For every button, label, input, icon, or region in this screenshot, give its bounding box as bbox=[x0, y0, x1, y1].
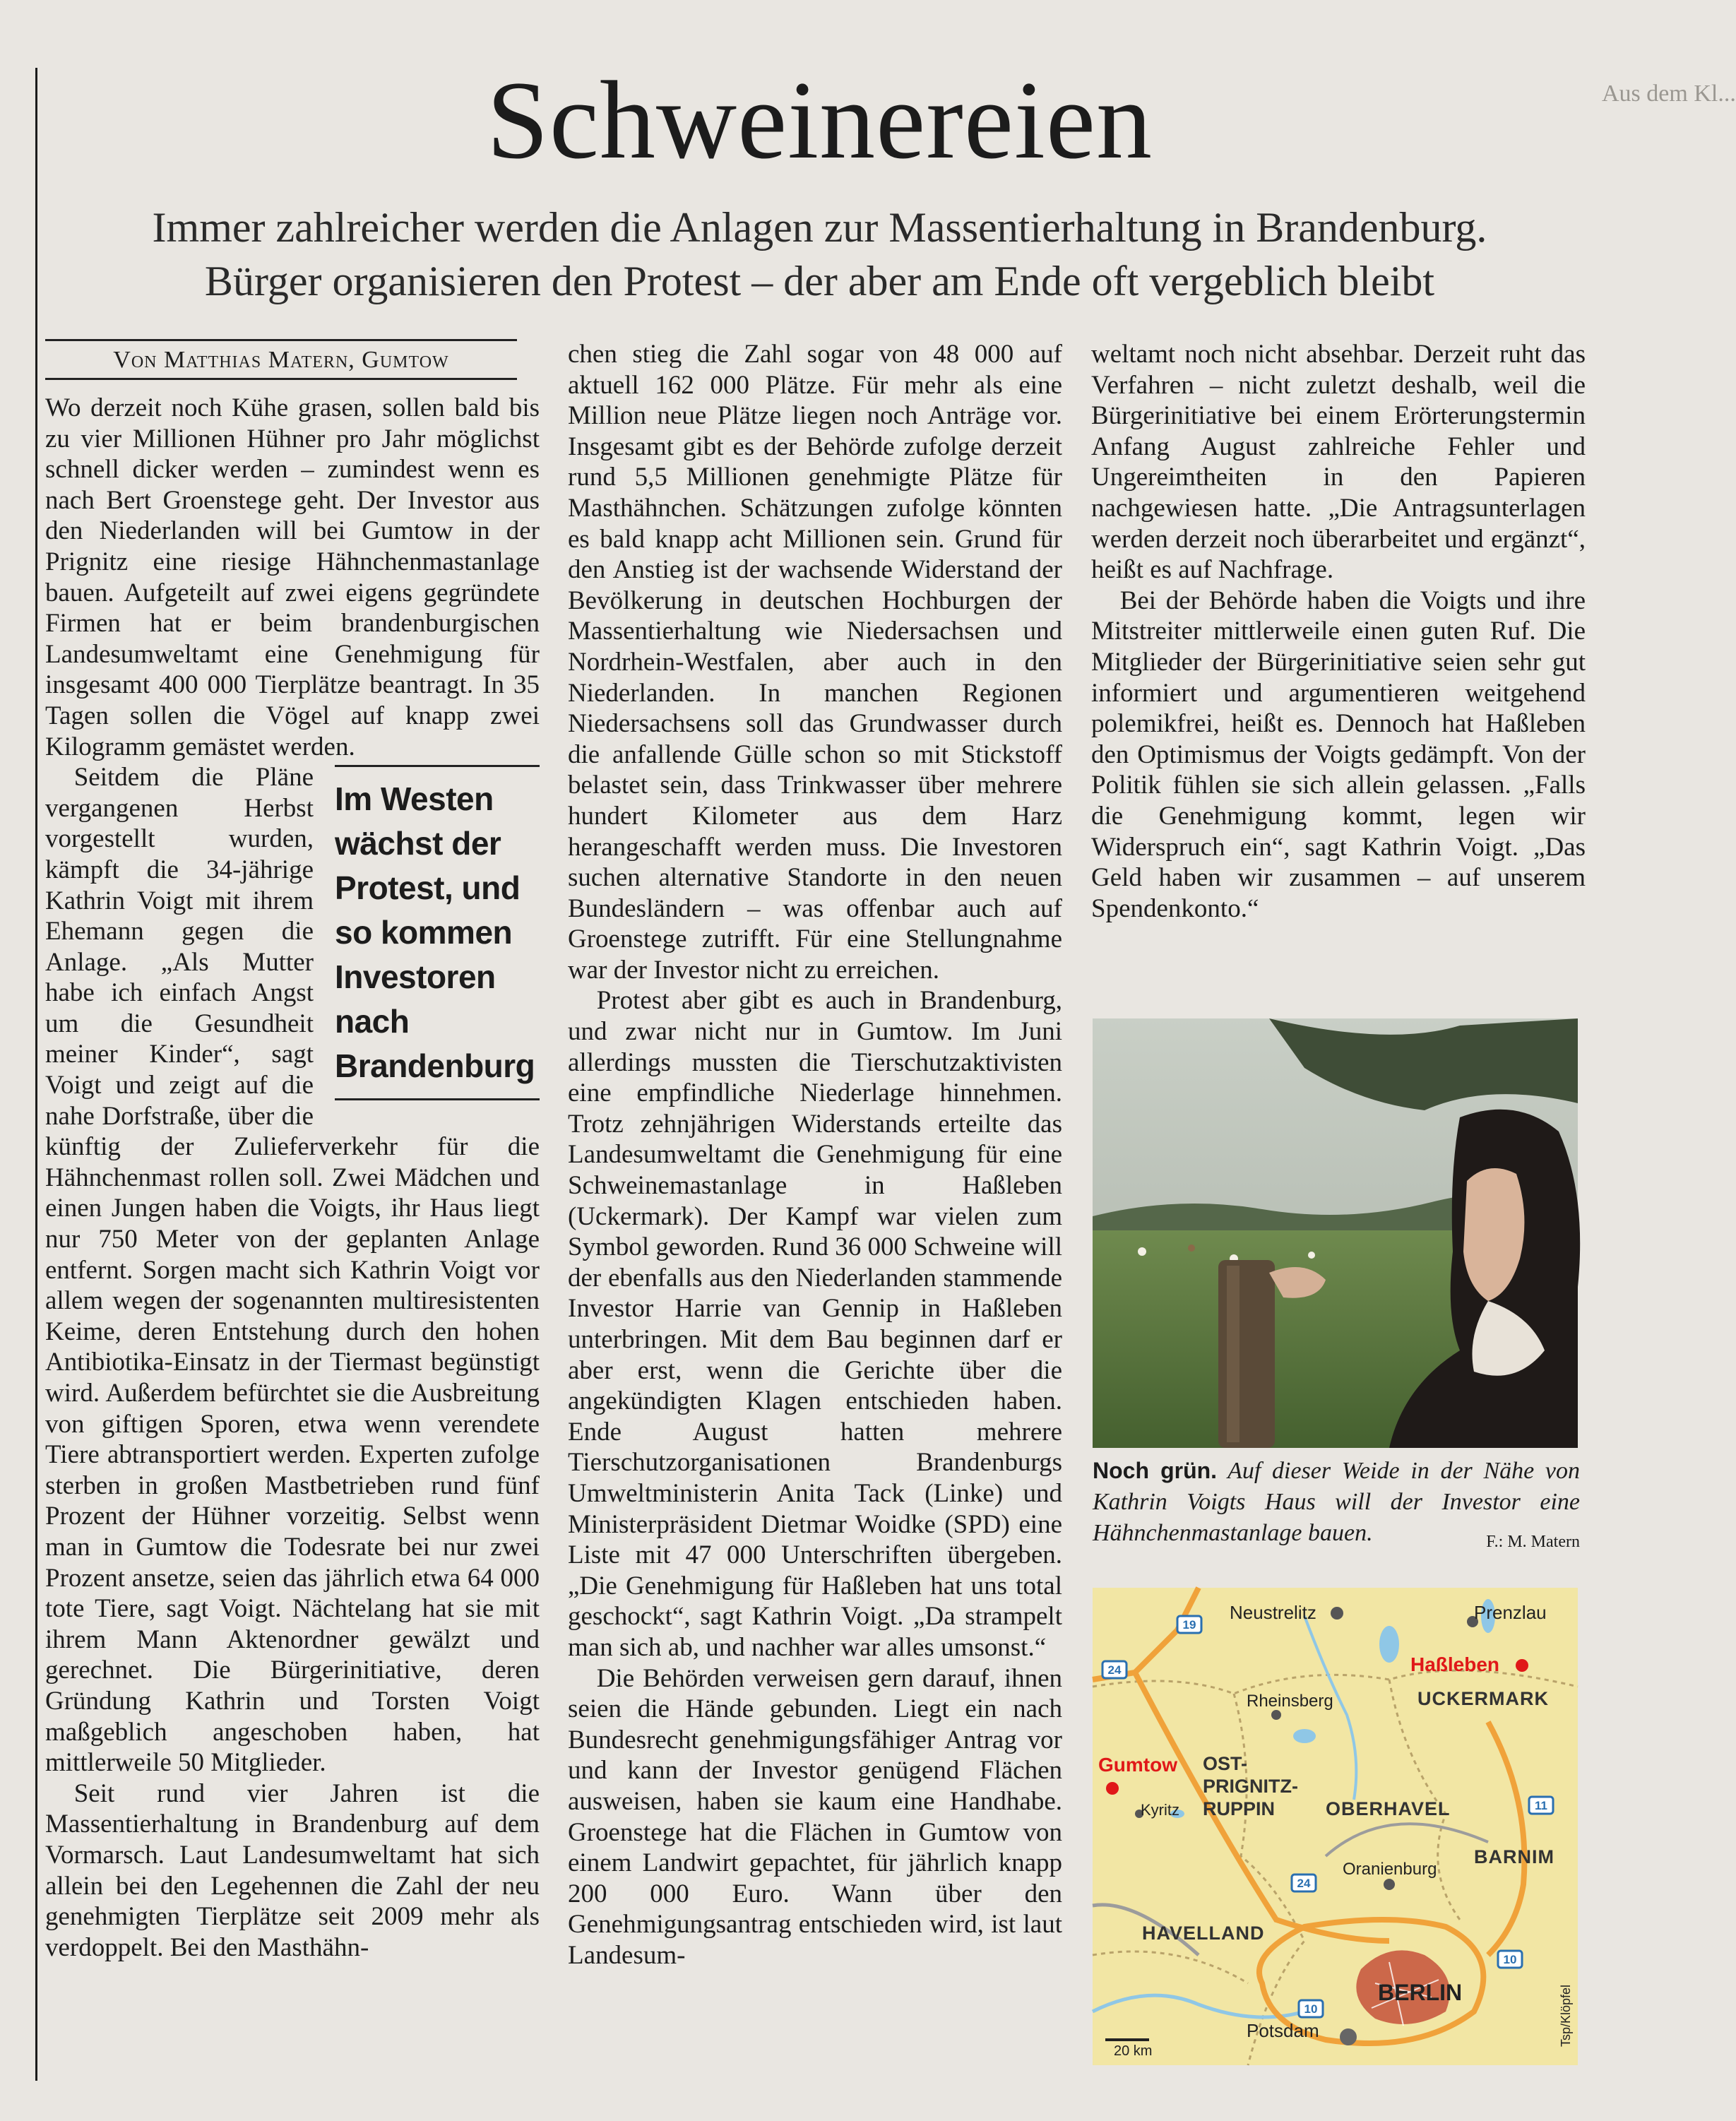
place-neustrelitz: Neustrelitz bbox=[1230, 1602, 1316, 1623]
road-label: 19 bbox=[1182, 1618, 1196, 1632]
region-barnim: BARNIM bbox=[1474, 1846, 1554, 1867]
headline: Schweinereien bbox=[486, 59, 1153, 182]
photo-caption bbox=[1093, 1455, 1580, 1557]
pull-quote: Im Westen wächst der Protest, und so kommen Investoren nach Brandenburg bbox=[335, 765, 540, 1100]
paragraph-5-continued: weltamt noch nicht absehbar. Derzeit ruht das Verfahren – nicht zuletzt deshalb, weil die Bürgerinitiative bei einem Erörterungstermin Anfang August zahlreiche Fehler und Ungereimtheiten in den Papieren nachgewiesen hatte. „Die Antragsunterlagen werden derzeit noch überarbeitet und ergänzt“, heißt es auf Nachfrage. bbox=[1091, 340, 1586, 585]
map-brandenburg bbox=[1093, 1588, 1578, 2065]
road-label: 24 bbox=[1107, 1663, 1122, 1677]
region-oberhavel: OBERHAVEL bbox=[1326, 1798, 1451, 1819]
place-berlin: BERLIN bbox=[1378, 1980, 1463, 2005]
paragraph-2: Seitdem die Pläne vergangenen Herbst vorgestellt wurden, kämpft die 34-jährige Kathrin Voigt mit ihrem Ehemann gegen die Anlage. „Als Mutter habe ich einfach Angst um die Gesundheit meiner Kinder“, sagt Voigt und zeigt auf die nahe Dorfstraße, über die künftig der Zulieferverkehr für die Hähnchenmast rollen soll. Zwei Mädchen und einen Jungen haben die Voigts, ihr Haus liegt nur 750 Meter von der geplanten Anlage entfernt. Sorgen macht sich Kathrin Voigt vor allem wegen der sogenannten multiresistenten Keime, deren Entstehung durch den hohen Antibiotika-Einsatz in der Tiermast begünstigt wird. Außerdem befürchtet sie die Ausbreitung von giftigen Sporen, etwa wenn verendete Tiere abtransportiert werden. Experten zufolge sterben in großen Mastbetrieben rund fünf Prozent der Hühner vorzeitig. Selbst wenn man in Gumtow die Todesrate bei nur zwei Prozent ansetze, seien das jährlich etwa 64 000 tote Tiere, sagt Voigt. Nächtelang hat sie mit ihrem Mann Aktenordner gewälzt und gerechnet. Die Bürgerinitiative, deren Gründung Kathrin und Torsten Voigt maßgeblich angeschoben haben, hat mittlerweile 50 Mitglieder. bbox=[45, 763, 540, 1778]
region-havelland: HAVELLAND bbox=[1142, 1923, 1265, 1944]
place-gumtow: Gumtow bbox=[1098, 1754, 1177, 1776]
paragraph-5: Die Behörden verweisen gern darauf, ihnen seien die Hände gebunden. Liegt ein nach Bundesrecht genehmigungsfähiger Antrag vor und kann der Investor genügend Flächen ausweisen, haben sie kaum eine Handhabe. Groenstege hat die Flächen in Gumtow von einem Landwirt gepachtet, für jährlich knapp 200 000 Euro. Wann über den Genehmigungsantrag entschieden wird, ist laut Landesum- bbox=[568, 1663, 1062, 1970]
article-column-1 bbox=[45, 393, 540, 1963]
road-label: 24 bbox=[1297, 1877, 1311, 1890]
place-kyritz: Kyritz bbox=[1141, 1801, 1179, 1819]
region-ostprignitz-1: OST- bbox=[1203, 1753, 1248, 1774]
place-potsdam: Potsdam bbox=[1247, 2020, 1319, 2041]
subheadline bbox=[0, 201, 1639, 308]
map-scale: 20 km bbox=[1114, 2043, 1153, 2059]
paragraph-1: Wo derzeit noch Kühe grasen, sollen bald bis zu vier Millionen Hühner pro Jahr möglichst schnell dicker werden – zumindest wenn es nach Bert Groenstege geht. Der Investor aus den Niederlanden will bei Gumtow in der Prignitz eine riesige Hähnchenmastanlage bauen. Aufgeteilt auf zwei eigens gegründete Firmen hat er beim brandenburgischen Landesumweltamt eine Genehmigung für insgesamt 400 000 Tierplätze beantragt. In 35 Tagen sollen die Vögel auf knapp zwei Kilogramm gemästet werden. bbox=[45, 393, 540, 761]
subheadline-line-2: Bürger organisieren den Protest – der aber am Ende oft vergeblich bleibt bbox=[204, 258, 1435, 304]
paragraph-3: Seit rund vier Jahren ist die Massentierhaltung in Brandenburg auf dem Vormarsch. Laut Landesumweltamt hat sich allein bei den Legehennen die Zahl der neu genehmigten Tierplätze seit 2009 mehr als verdoppelt. Bei den Masthähn- bbox=[45, 1778, 540, 1962]
place-hassleben: Haßleben bbox=[1410, 1653, 1500, 1675]
photo-woman-at-pasture bbox=[1093, 1018, 1578, 1448]
caption-lead: Noch grün. bbox=[1093, 1458, 1218, 1483]
subheadline-line-1: Immer zahlreicher werden die Anlagen zur Massentierhaltung in Brandenburg. bbox=[152, 204, 1487, 251]
adjacent-article-fragment: Aus dem Kl... bbox=[1602, 81, 1736, 107]
region-ostprignitz-3: RUPPIN bbox=[1203, 1798, 1276, 1819]
map-credit: Tsp/Klöpfel bbox=[1559, 1984, 1573, 2047]
photo-credit: F.: M. Matern bbox=[1486, 1533, 1580, 1551]
photo-illustration bbox=[1093, 1018, 1578, 1448]
place-prenzlau: Prenzlau bbox=[1474, 1602, 1547, 1623]
adjacent-article-edge bbox=[1595, 71, 1736, 2119]
place-oranienburg: Oranienburg bbox=[1343, 1860, 1437, 1879]
paragraph-6: Bei der Behörde haben die Voigts und ihre Mitstreiter mittlerweile einen guten Ruf. Die Mitglieder der Bürgerinitiative seien sehr gut informiert und argumentieren weitgehend polemikfrei, heißt es. Dennoch hat Haßleben den Optimismus der Voigts gedämpft. Von der Politik fühlen sie sich allein gelassen. „Falls die Genehmigung kommt, legen wir Widerspruch ein“, sagt Kathrin Voigt. „Das Geld haben wir zusammen – auf unserem Spendenkonto.“ bbox=[1091, 586, 1586, 923]
article-column-3 bbox=[1091, 339, 1586, 924]
article-column-2 bbox=[568, 339, 1062, 1971]
region-ostprignitz-2: PRIGNITZ- bbox=[1203, 1776, 1298, 1797]
map-graphic bbox=[1093, 1588, 1578, 2065]
road-label: 11 bbox=[1535, 1799, 1547, 1812]
byline: Von Matthias Matern, Gumtow bbox=[45, 339, 517, 380]
paragraph-3-continued: chen stieg die Zahl sogar von 48 000 auf aktuell 162 000 Plätze. Für mehr als eine Million neue Plätze liegen noch Anträge vor. Insgesamt gibt es der Behörde zufolge derzeit rund 5,5 Millionen genehmigte Plätze für Masthähnchen. Schätzungen zufolge könnten es bald knapp acht Millionen sein. Grund für den Anstieg ist der wachsende Widerstand der Bevölkerung in deutschen Hochburgen der Massentierhaltung wie Niedersachsen und Nordrhein-Westfalen, aber auch in den Niederlanden. In manchen Regionen Niedersachsens soll das Grundwasser durch die anfallende Gülle schon so mit Stickstoff belastet sein, dass Trinkwasser über mehrere hundert Kilometer aus dem Harz herangeschafft werden muss. Die Investoren suchen alternative Standorte in den neuen Bundesländern – was offenbar auch auf Groenstege zutrifft. Für eine Stellungnahme war der Investor nicht zu erreichen. bbox=[568, 340, 1062, 985]
map-land bbox=[1093, 1588, 1578, 2065]
place-rheinsberg: Rheinsberg bbox=[1247, 1692, 1333, 1711]
paragraph-4: Protest aber gibt es auch in Brandenburg, und zwar nicht nur in Gumtow. Im Juni allerdings mussten die Tierschutzaktivisten eine empfindliche Niederlage hinnehmen. Trotz zehnjährigen Widerstands erteilte das Landesumweltamt die Genehmigung für eine Schweinemastanlage in Haßleben (Uckermark). Der Kampf war vielen zum Symbol geworden. Rund 36 000 Schweine will der ebenfalls aus den Niederlanden stammende Investor Harrie van Gennip in Haßleben unterbringen. Mit dem Bau beginnen darf er aber erst, wenn die Gerichte über die angekündigten Klagen entschieden haben. Ende August hatten mehrere Tierschutzorganisationen Brandenburgs Umweltministerin Anita Tack (Linke) und Ministerpräsident Dietmar Woidke (SPD) eine Liste mit 47 000 Unterschriften übergeben. „Die Genehmigung für Haßleben hat uns total geschockt“, sagt Kathrin Voigt. „Da strampelt man sich ab, und nachher war alles umsonst.“ bbox=[568, 986, 1062, 1662]
road-label: 10 bbox=[1503, 1953, 1517, 1966]
region-uckermark: UCKERMARK bbox=[1417, 1688, 1549, 1709]
column-rule bbox=[35, 68, 37, 2081]
road-label: 10 bbox=[1304, 2002, 1318, 2016]
caption-text: Auf dieser Weide in der Nähe von Kathrin Voigts Haus will der Investor eine Hähnchenmastanlage bauen. bbox=[1093, 1458, 1581, 1546]
